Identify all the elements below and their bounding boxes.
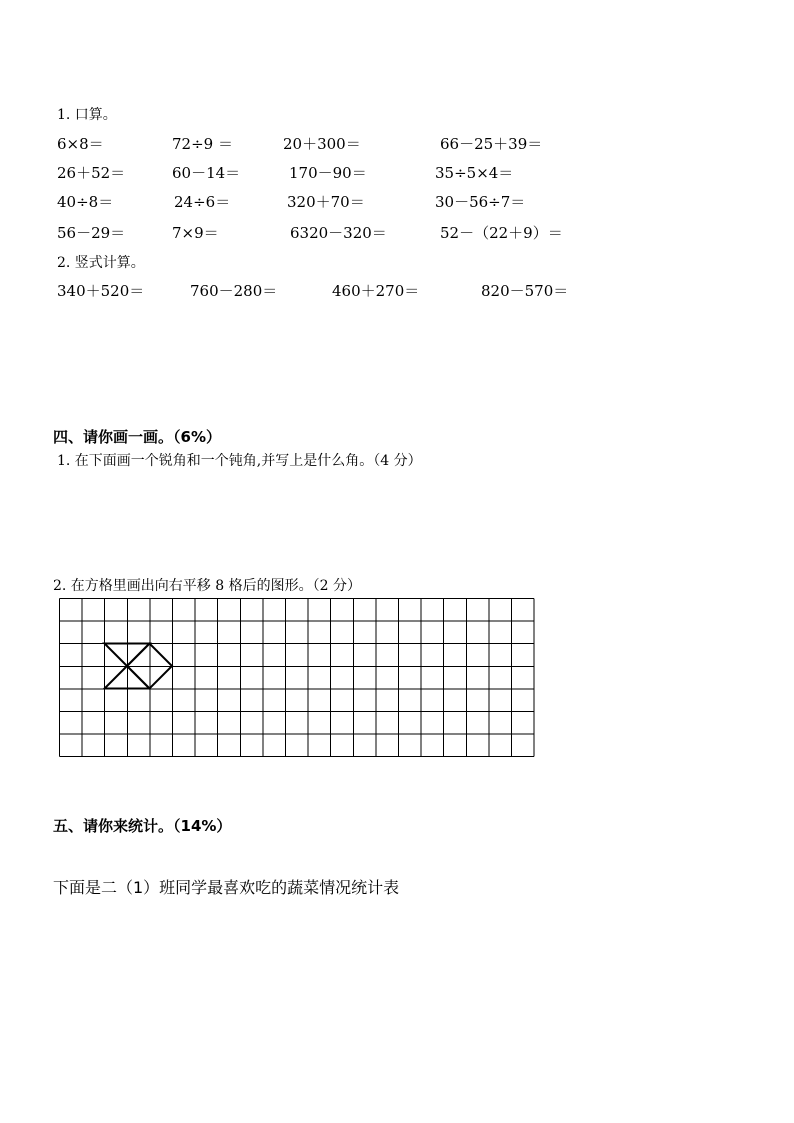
- calc-item: 40÷8＝: [57, 193, 114, 211]
- translation-grid: [59, 598, 537, 758]
- calc-item: 56－29＝: [57, 224, 126, 242]
- q1-title: 1. 口算。: [57, 107, 117, 123]
- calc-item: 7×9＝: [172, 224, 219, 242]
- section-5-intro: 下面是二（1）班同学最喜欢吃的蔬菜情况统计表: [53, 878, 400, 897]
- section-5-heading: 五、请你来统计。（14%）: [53, 817, 232, 835]
- calc-item: 760－280＝: [190, 282, 278, 300]
- calc-item: 460＋270＝: [332, 282, 420, 300]
- section-4-q2: 2. 在方格里画出向右平移 8 格后的图形。（2 分）: [53, 578, 361, 594]
- section-4-heading: 四、请你画一画。（6%）: [53, 428, 221, 446]
- calc-item: 26＋52＝: [57, 164, 126, 182]
- section-4-q1: 1. 在下面画一个锐角和一个钝角,并写上是什么角。（4 分）: [57, 453, 422, 469]
- calc-item: 60－14＝: [172, 164, 241, 182]
- calc-item: 66－25＋39＝: [440, 135, 543, 153]
- calc-item: 820－570＝: [481, 282, 569, 300]
- calc-item: 320＋70＝: [287, 193, 365, 211]
- calc-item: 24÷6＝: [174, 193, 231, 211]
- calc-item: 30－56÷7＝: [435, 193, 526, 211]
- calc-item: 6×8＝: [57, 135, 104, 153]
- calc-item: 35÷5×4＝: [435, 164, 514, 182]
- calc-item: 170－90＝: [289, 164, 367, 182]
- calc-item: 20＋300＝: [283, 135, 361, 153]
- calc-item: 52－（22＋9）＝: [440, 224, 563, 242]
- q2-title: 2. 竖式计算。: [57, 255, 145, 271]
- calc-item: 72÷9 ＝: [172, 135, 233, 153]
- calc-item: 340＋520＝: [57, 282, 145, 300]
- calc-item: 6320－320＝: [290, 224, 387, 242]
